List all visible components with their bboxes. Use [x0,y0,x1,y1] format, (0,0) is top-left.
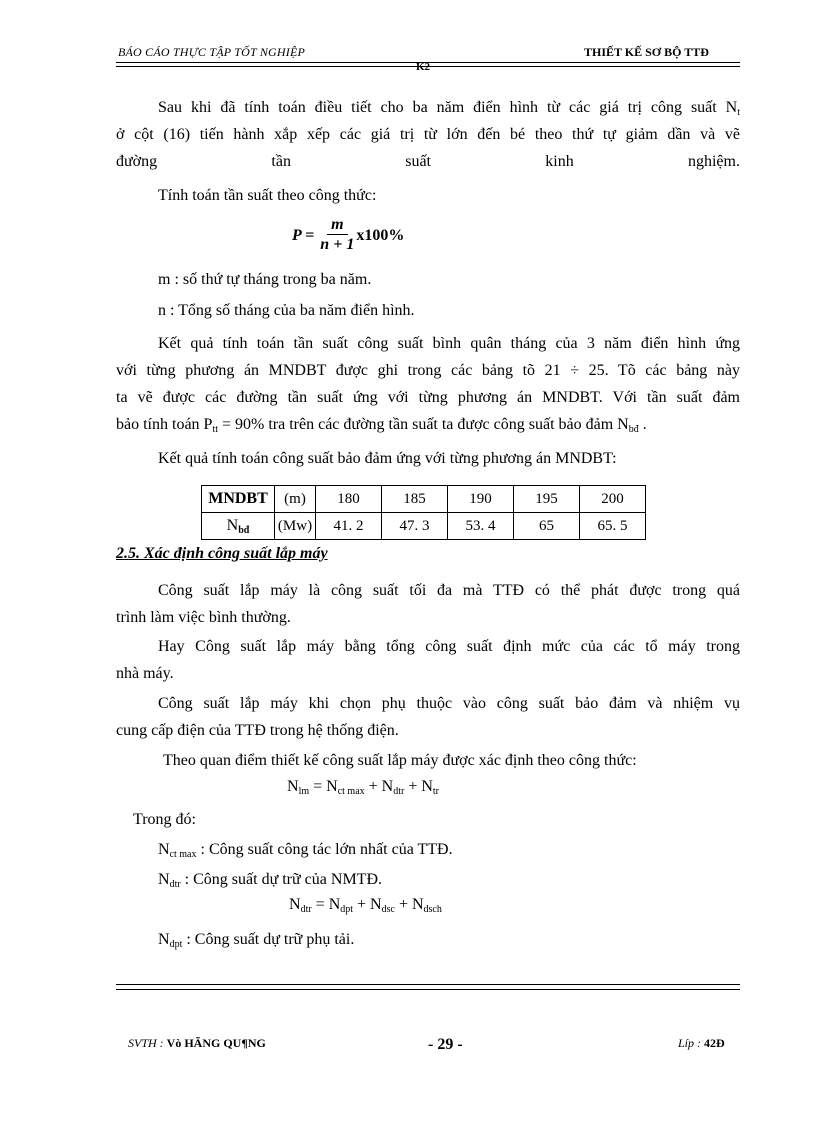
trong-do-label: Trong đó: [133,811,196,828]
header-left-title: BÁO CÁO THỰC TẬP TỐT NGHIỆP [118,45,306,59]
formula-numerator: m [327,216,347,235]
table-cell: $N_{bđ}$ [202,513,275,540]
table-cell: 200 [580,486,646,513]
table-cell: 53. 4 [448,513,514,540]
paragraph-line: ở cột (16) tiến hành xắp xếp các giá trị từ lớn đến bé theo thứ tự giảm dần và vẽ [116,126,740,143]
header-right-title: THIẾT KẾ SƠ BỘ TTĐ [584,45,709,59]
paragraph-line: Kết quả tính toán tần suất công suất bình quân tháng của 3 năm điển hình ứng [158,335,740,352]
paragraph-line: bảo tính toán $P_{tt} = 90\%$ tra trên các đường tần suất ta được công suất bảo đảm $N_{bđ}$ . [116,416,647,435]
installed-capacity-equation: $N_{lm} = N_{ct max} + N_{dtr} + N_{tr}$ [287,778,440,797]
table-cell: 185 [382,486,448,513]
paragraph-line: Kết quả tính toán công suất bảo đảm ứng với từng phương án MNDBT: [158,450,617,467]
reserve-capacity-equation: $N_{dtr} = N_{dpt} + N_{dsc} + N_{dsch}$ [289,896,442,915]
formula-denominator: n + 1 [320,236,355,253]
table-row [202,513,646,540]
definition-ndtr: $N_{dtr}$ : Công suất dự trữ của NMTĐ. [158,871,382,890]
table-cell: 195 [514,486,580,513]
table-cell: 180 [316,486,382,513]
formula-rest: x100% [356,226,405,244]
definition-nct-max: $N_{ct max}$ : Công suất công tác lớn nhất của TTĐ. [158,841,453,860]
footer-class: Líp : 42Ð [678,1036,725,1050]
paragraph-line: Tính toán tần suất theo công thức: [158,187,377,204]
table-row [202,486,646,513]
footer-divider [116,984,740,985]
paragraph-line: nhà máy. [116,665,174,682]
table-cell: (m) [275,486,316,513]
paragraph-line: đường tần suất kinh nghiệm. [116,153,740,170]
formula-lhs: P = [292,226,315,244]
page-number: - 29 - [428,1036,463,1053]
paragraph-line: Sau khi đã tính toán điều tiết cho ba năm điển hình từ các giá trị công suất $N_t$ [158,99,740,118]
definition-n: n : Tổng số tháng của ba năm điển hình. [158,302,415,319]
paragraph-line: trình làm việc bình thường. [116,609,291,626]
paragraph-line: Hay Công suất lắp máy bằng tổng công suất định mức của các tổ máy trong [158,638,740,655]
table-cell: (Mw) [275,513,316,540]
table-cell: 65 [514,513,580,540]
paragraph-line: Theo quan điểm thiết kế công suất lắp máy được xác định theo công thức: [163,752,637,769]
table-cell: 47. 3 [382,513,448,540]
footer-student: SVTH : Vò HÃNG QU¶NG [128,1036,266,1050]
table-cell: MNDBT [202,486,275,513]
header-center-label: K2 [416,61,431,73]
paragraph-line: với từng phương án MNDBT được ghi trong các bảng tõ 21 ÷ 25. Tõ các bảng này [116,362,740,379]
frequency-formula [292,216,404,255]
definition-ndpt: $N_{dpt}$ : Công suất dự trữ phụ tải. [158,931,355,950]
footer-divider-2 [116,989,740,990]
paragraph-line: Công suất lắp máy khi chọn phụ thuộc vào công suất bảo đảm và nhiệm vụ [158,695,740,712]
table-cell: 41. 2 [316,513,382,540]
guaranteed-power-table [201,485,646,540]
paragraph-line: cung cấp điện của TTĐ trong hệ thống điện. [116,722,399,739]
definition-m: m : số thứ tự tháng trong ba năm. [158,271,372,288]
table-cell: 65. 5 [580,513,646,540]
section-title: 2.5. Xác định công suất lắp máy [116,545,328,562]
formula-fraction [320,216,354,255]
paragraph-line: Công suất lắp máy là công suất tối đa mà TTĐ có thể phát được trong quá [158,582,740,599]
paragraph-line: ta vẽ được các đường tần suất ứng với từng phương án MNDBT. Với tần suất đảm [116,389,740,406]
table-cell: 190 [448,486,514,513]
